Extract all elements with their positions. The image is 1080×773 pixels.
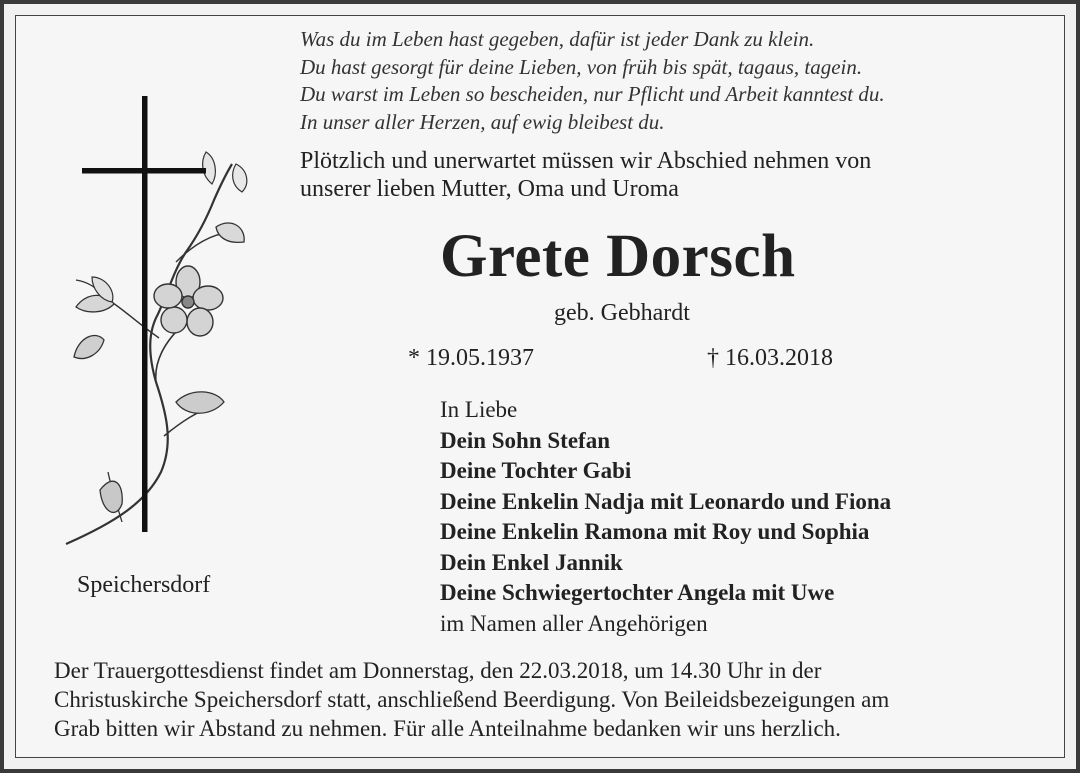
poem bbox=[300, 26, 885, 136]
mourner-name: Dein Enkel Jannik bbox=[440, 549, 623, 575]
mourners-outro: im Namen aller Angehörigen bbox=[440, 610, 708, 636]
mourner-name: Deine Tochter Gabi bbox=[440, 458, 632, 483]
service-line: Christuskirche Speichersdorf statt, anschließend Beerdigung. Von Beileidsbezeigungen am bbox=[54, 687, 890, 712]
mourner-name: Dein Sohn Stefan bbox=[440, 427, 610, 453]
intro-text bbox=[300, 147, 871, 203]
intro-line: Plötzlich und unerwartet müssen wir Abschied nehmen von bbox=[300, 148, 872, 174]
service-info bbox=[54, 656, 889, 743]
service-line: Grab bitten wir Abstand zu nehmen. Für alle Anteilnahme bedanken wir uns herzlich. bbox=[54, 716, 841, 741]
birth-name: geb. Gebhardt bbox=[554, 300, 690, 326]
death-date: † 16.03.2018 bbox=[707, 345, 833, 371]
poem-line: Du warst im Leben so bescheiden, nur Pflicht und Arbeit kanntest du. bbox=[300, 82, 885, 106]
mourner-name: Deine Schwiegertochter Angela mit Uwe bbox=[440, 580, 835, 605]
mourner-name: Deine Enkelin Ramona mit Roy und Sophia bbox=[440, 519, 870, 544]
cross-with-flower-icon bbox=[56, 92, 256, 552]
mourners-intro: In Liebe bbox=[440, 397, 518, 422]
poem-line: Du hast gesorgt für deine Lieben, von früh bis spät, tagaus, tagein. bbox=[300, 54, 863, 79]
birth-date: * 19.05.1937 bbox=[408, 345, 534, 371]
poem-line: Was du im Leben hast gegeben, dafür ist jeder Dank zu klein. bbox=[300, 27, 815, 51]
mourners-list bbox=[440, 395, 891, 639]
place-name: Speichersdorf bbox=[77, 572, 211, 598]
intro-line: unserer lieben Mutter, Oma und Uroma bbox=[300, 176, 679, 202]
service-line: Der Trauergottesdienst findet am Donnerstag, den 22.03.2018, um 14.30 Uhr in der bbox=[54, 658, 822, 683]
mourner-name: Deine Enkelin Nadja mit Leonardo und Fiona bbox=[440, 488, 892, 514]
poem-line: In unser aller Herzen, auf ewig bleibest du. bbox=[300, 109, 665, 134]
deceased-name: Grete Dorsch bbox=[440, 223, 796, 290]
